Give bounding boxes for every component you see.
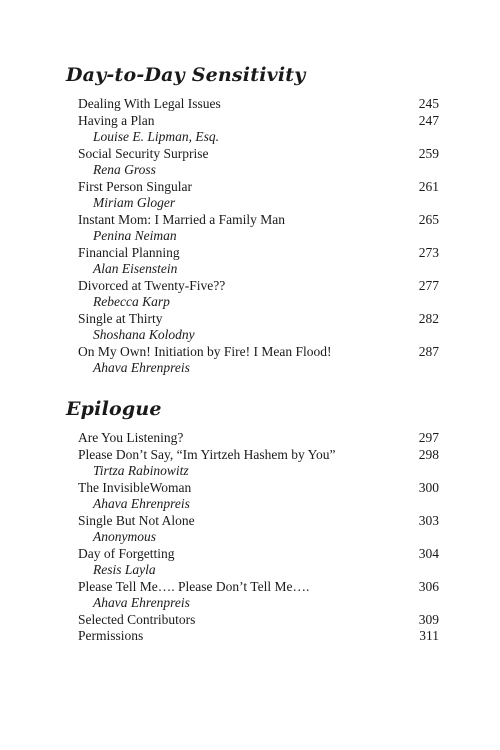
section-title: Epilogue xyxy=(66,398,162,420)
entry-page-number: 261 xyxy=(418,178,439,194)
entry-title: Divorced at Twenty-Five?? xyxy=(78,277,226,293)
entry-author: Penina Neiman xyxy=(93,228,177,243)
entry-author: Resis Layla xyxy=(93,562,156,577)
entry-title: Selected Contributors xyxy=(78,611,196,627)
entry-author: Rena Gross xyxy=(93,162,156,177)
entry-author: Alan Eisenstein xyxy=(93,261,178,276)
toc-entry xyxy=(78,212,439,245)
entry-title: Please Tell Me…. Please Don’t Tell Me…. xyxy=(78,578,310,594)
toc-entry xyxy=(78,513,439,546)
toc-entry xyxy=(78,344,439,377)
toc-entry xyxy=(78,278,439,311)
toc-entry xyxy=(78,146,439,179)
toc-entry xyxy=(78,96,439,113)
entry-author: Tirtza Rabinowitz xyxy=(93,463,189,478)
entry-page-number: 247 xyxy=(418,112,439,128)
entry-title: The InvisibleWoman xyxy=(78,479,192,495)
entry-title: Permissions xyxy=(78,628,144,643)
entry-author: Louise E. Lipman, Esq. xyxy=(93,129,220,144)
toc-entry xyxy=(78,430,439,447)
entry-title: Instant Mom: I Married a Family Man xyxy=(78,211,285,227)
toc-entry xyxy=(78,546,439,579)
toc-entry xyxy=(78,245,439,278)
entry-page-number: 311 xyxy=(419,628,439,643)
entry-title: First Person Singular xyxy=(78,178,193,194)
entry-page-number: 306 xyxy=(418,578,439,594)
entry-page-number: 297 xyxy=(418,430,439,445)
entry-title: Single But Not Alone xyxy=(78,512,195,528)
entry-page-number: 273 xyxy=(418,244,439,260)
entry-title: Are You Listening? xyxy=(78,430,184,445)
toc-entries xyxy=(78,430,439,645)
toc-entries xyxy=(78,96,439,377)
entry-author: Ahava Ehrenpreis xyxy=(93,360,190,375)
entry-page-number: 282 xyxy=(418,310,439,326)
entry-title: Having a Plan xyxy=(78,112,155,128)
entry-title: Please Don’t Say, “Im Yirtzeh Hashem by You” xyxy=(78,446,336,462)
entry-page-number: 298 xyxy=(418,446,439,462)
entry-title: On My Own! Initiation by Fire! I Mean Flood! xyxy=(78,343,332,359)
entry-page-number: 303 xyxy=(418,512,439,528)
section-title: Day-to-Day Sensitivity xyxy=(66,64,306,86)
entry-author: Miriam Gloger xyxy=(93,195,176,210)
entry-author: Shoshana Kolodny xyxy=(93,327,195,342)
entry-page-number: 259 xyxy=(418,145,439,161)
entry-title: Financial Planning xyxy=(78,244,180,260)
entry-title: Social Security Surprise xyxy=(78,145,209,161)
entry-page-number: 300 xyxy=(418,479,439,495)
entry-page-number: 287 xyxy=(418,343,439,359)
entry-page-number: 265 xyxy=(418,211,439,227)
entry-author: Ahava Ehrenpreis xyxy=(93,595,190,610)
entry-author: Anonymous xyxy=(93,529,156,544)
entry-page-number: 304 xyxy=(418,545,439,561)
toc-entry xyxy=(78,628,439,645)
entry-author: Ahava Ehrenpreis xyxy=(93,496,190,511)
entry-page-number: 277 xyxy=(418,277,439,293)
toc-entry xyxy=(78,447,439,480)
toc-entry xyxy=(78,579,439,612)
entry-page-number: 245 xyxy=(418,96,439,111)
entry-page-number: 309 xyxy=(418,611,439,627)
entry-title: Single at Thirty xyxy=(78,310,163,326)
entry-author: Rebecca Karp xyxy=(93,294,170,309)
toc-entry xyxy=(78,612,439,629)
entry-title: Day of Forgetting xyxy=(78,545,175,561)
toc-entry xyxy=(78,113,439,146)
toc-entry xyxy=(78,311,439,344)
toc-entry xyxy=(78,179,439,212)
entry-title: Dealing With Legal Issues xyxy=(78,96,221,111)
toc-entry xyxy=(78,480,439,513)
